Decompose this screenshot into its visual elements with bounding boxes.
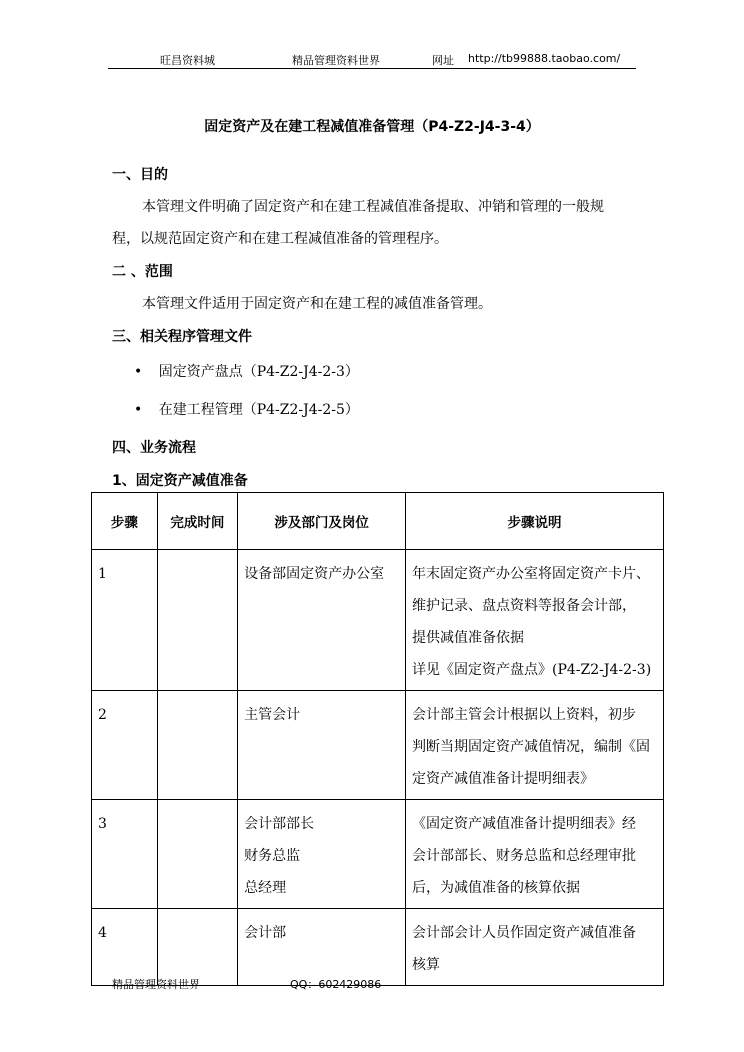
desc-line: 判断当期固定资产减值情况，编制《固 <box>412 739 651 755</box>
process-table <box>91 492 664 986</box>
bullet-icon: • <box>134 402 143 418</box>
table-row <box>92 550 664 691</box>
dept-line: 总经理 <box>244 880 287 896</box>
table-row <box>92 691 664 800</box>
dept-line: 会计部部长 <box>244 816 315 832</box>
desc-line: 《固定资产减值准备计提明细表》经 <box>412 816 637 832</box>
header-site-label: 网址 <box>432 54 454 67</box>
bullet-icon: • <box>134 364 143 380</box>
desc-line: 核算 <box>412 957 441 973</box>
footer-qq: QQ：602429086 <box>290 978 382 991</box>
scope-heading: 二 、范围 <box>112 264 173 280</box>
step-cell: 1 <box>98 566 107 582</box>
header-divider <box>108 68 636 69</box>
dept-cell <box>238 691 405 735</box>
desc-cell <box>406 550 663 690</box>
purpose-line-2: 程，以规范固定资产和在建工程减值准备的管理程序。 <box>112 231 448 247</box>
table-row <box>92 909 664 986</box>
dept-line: 设备部固定资产办公室 <box>244 566 385 582</box>
time-cell <box>158 550 237 562</box>
related-item-2 <box>134 399 359 419</box>
purpose-line-1: 本管理文件明确了固定资产和在建工程减值准备提取、冲销和管理的一般规 <box>142 199 604 215</box>
desc-line: 维护记录、盘点资料等报备会计部， <box>412 598 637 614</box>
dept-cell <box>238 550 405 594</box>
desc-line: 年末固定资产办公室将固定资产卡片、 <box>412 566 651 582</box>
related-item-1 <box>134 361 359 381</box>
desc-line: 提供减值准备依据 <box>412 630 525 646</box>
header-world: 精品管理资料世界 <box>292 54 380 67</box>
time-cell <box>158 800 237 812</box>
step-cell: 3 <box>98 816 107 832</box>
footer-world: 精品管理资料世界 <box>112 978 200 991</box>
desc-line: 会计部部长、财务总监和总经理审批 <box>412 848 637 864</box>
desc-cell <box>406 909 663 985</box>
desc-line: 后，为减值准备的核算依据 <box>412 880 581 896</box>
desc-cell <box>406 800 663 908</box>
related-item-label: 固定资产盘点（P4-Z2-J4-2-3） <box>158 364 359 380</box>
desc-line: 详见《固定资产盘点》(P4-Z2-J4-2-3) <box>412 662 652 678</box>
related-item-label: 在建工程管理（P4-Z2-J4-2-5） <box>158 402 359 418</box>
time-cell <box>158 909 237 921</box>
col-header-dept: 涉及部门及岗位 <box>238 493 406 550</box>
document-title: 固定资产及在建工程减值准备管理（P4-Z2-J4-3-4） <box>204 119 540 135</box>
related-heading: 三、相关程序管理文件 <box>112 329 252 345</box>
step-cell: 4 <box>98 925 107 941</box>
dept-line: 会计部 <box>244 925 287 941</box>
desc-line: 定资产减值准备计提明细表》 <box>412 771 595 787</box>
desc-cell <box>406 691 663 799</box>
dept-cell <box>238 909 405 953</box>
desc-line: 会计部会计人员作固定资产减值准备 <box>412 925 637 941</box>
col-header-step: 步骤 <box>92 493 158 550</box>
scope-text: 本管理文件适用于固定资产和在建工程的减值准备管理。 <box>142 296 492 312</box>
time-cell <box>158 691 237 703</box>
purpose-heading: 一、目的 <box>112 167 168 183</box>
header-shop: 旺昌资料城 <box>160 54 215 67</box>
col-header-desc: 步骤说明 <box>406 493 664 550</box>
dept-line: 财务总监 <box>244 848 301 864</box>
table-header-row <box>92 493 664 550</box>
table-row <box>92 800 664 909</box>
dept-cell <box>238 800 405 908</box>
flow-heading: 四、业务流程 <box>112 440 196 456</box>
dept-line: 主管会计 <box>244 707 301 723</box>
desc-line: 会计部主管会计根据以上资料，初步 <box>412 707 637 723</box>
header-site-url[interactable]: http://tb99888.taobao.com/ <box>468 52 621 65</box>
step-cell: 2 <box>98 707 107 723</box>
col-header-time: 完成时间 <box>157 493 237 550</box>
sub-heading: 1、固定资产减值准备 <box>112 473 248 489</box>
